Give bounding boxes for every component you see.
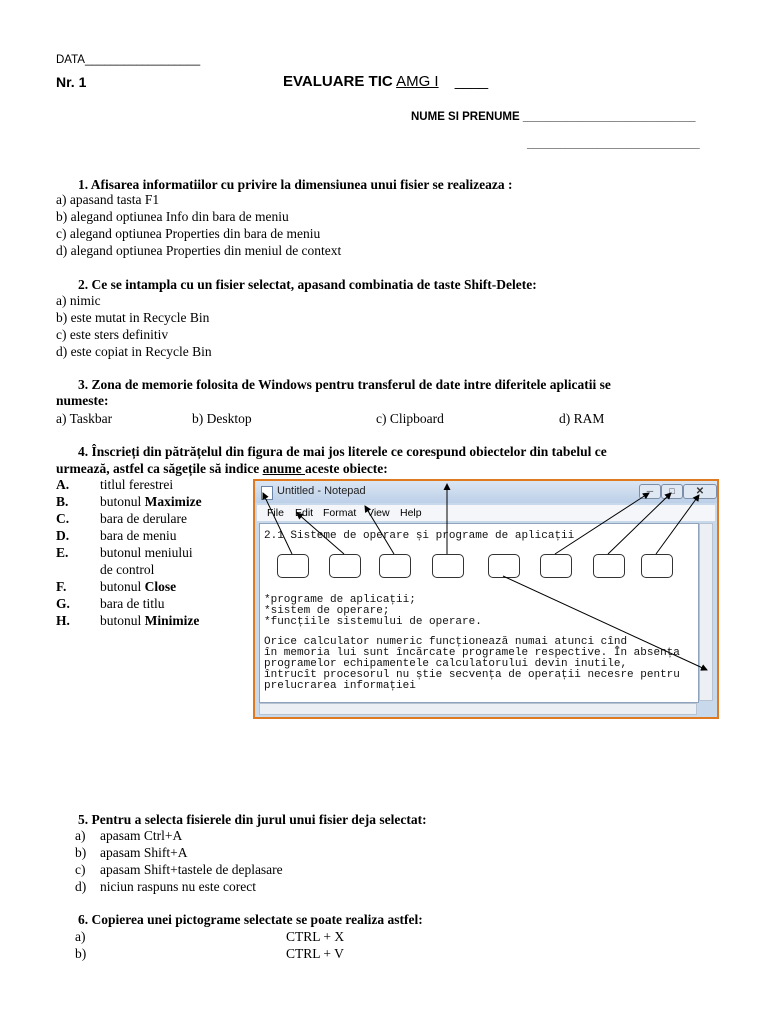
item-text: butonul bbox=[100, 494, 145, 509]
menu-format: Format bbox=[323, 507, 357, 519]
question-2: 2. Ce se intampla cu un fisier selectat, apasand combinatia de taste Shift-Delete: bbox=[78, 277, 537, 292]
class-name: AMG I bbox=[396, 73, 439, 90]
item-text: bara de meniu bbox=[100, 528, 177, 543]
notepad-window-title: Untitled - Notepad bbox=[277, 485, 366, 497]
list-item bbox=[100, 596, 164, 613]
list-item bbox=[56, 596, 70, 613]
q5-label-b: b) bbox=[75, 845, 87, 860]
item-letter: F. bbox=[56, 579, 67, 594]
minimize-icon: ─ bbox=[639, 484, 661, 499]
notepad-line: prelucrarea informației bbox=[264, 680, 416, 692]
notepad-line: Orice calculator numeric funcționează numai atunci cînd bbox=[264, 636, 628, 648]
item-text: de control bbox=[100, 562, 155, 577]
list-item bbox=[56, 494, 68, 511]
q5-answer-b: apasam Shift+A bbox=[100, 845, 188, 860]
notepad-line: programelor echipamentele calculatorului devin inutile, bbox=[264, 658, 628, 670]
question-4-cont bbox=[56, 461, 388, 477]
close-icon: ✕ bbox=[683, 484, 717, 499]
notepad-figure bbox=[253, 479, 719, 719]
question-4: 4. Înscrieți din pătrățelul din figura de mai jos literele ce corespund obiectelor din tabelul ce bbox=[78, 444, 607, 459]
list-item bbox=[100, 613, 199, 630]
q1-answer-d: d) alegand optiunea Properties din meniul de context bbox=[56, 243, 342, 258]
list-item bbox=[56, 477, 69, 494]
list-item bbox=[56, 579, 66, 596]
item-text: butonul meniului bbox=[100, 545, 193, 560]
title-blank: ____ bbox=[454, 73, 489, 90]
menu-help: Help bbox=[400, 507, 422, 519]
q4-underlined-word: anume bbox=[262, 461, 305, 476]
q3-answer-b: b) Desktop bbox=[192, 411, 252, 426]
list-item bbox=[56, 528, 69, 545]
question-1: 1. Afisarea informatiilor cu privire la dimensiunea unui fisier se realizeaza : bbox=[78, 177, 513, 192]
title-text: EVALUARE TIC bbox=[283, 73, 393, 90]
list-item bbox=[56, 613, 70, 630]
notepad-line: *sistem de operare; bbox=[264, 605, 390, 617]
q5-label-d: d) bbox=[75, 879, 87, 894]
q2-answer-c: c) este sters definitiv bbox=[56, 327, 169, 342]
q6-label-b: b) bbox=[75, 946, 87, 961]
question-3: 3. Zona de memorie folosita de Windows pentru transferul de date intre diferitele aplicatii se bbox=[78, 377, 611, 392]
item-text: bara de derulare bbox=[100, 511, 187, 526]
maximize-icon: □ bbox=[661, 484, 683, 499]
name-field-line2: ___________________________ bbox=[527, 138, 700, 150]
q3-answer-a: a) Taskbar bbox=[56, 411, 113, 426]
question-5: 5. Pentru a selecta fisierele din jurul unui fisier deja selectat: bbox=[78, 812, 427, 827]
menu-view: View bbox=[367, 507, 390, 519]
q2-answer-d: d) este copiat in Recycle Bin bbox=[56, 344, 212, 359]
q2-answer-a: a) nimic bbox=[56, 293, 101, 308]
list-item bbox=[56, 511, 69, 528]
notepad-line: în memoria lui sunt încărcate programele respective. În absența bbox=[264, 647, 680, 659]
item-bold: Close bbox=[144, 579, 177, 594]
item-letter: D. bbox=[56, 528, 70, 543]
q5-label-a: a) bbox=[75, 828, 86, 843]
item-text: butonul bbox=[100, 579, 145, 594]
list-item bbox=[100, 545, 193, 562]
q4-text-end: aceste obiecte: bbox=[304, 461, 388, 476]
item-letter: E. bbox=[56, 545, 69, 560]
notepad-line: 2.1 Sisteme de operare și programe de aplicații bbox=[264, 530, 575, 542]
name-field: NUME SI PRENUME ___________________________ bbox=[411, 111, 696, 123]
menu-file: File bbox=[267, 507, 284, 519]
item-letter: A. bbox=[56, 477, 70, 492]
list-item bbox=[100, 511, 187, 528]
item-text: butonul bbox=[100, 613, 145, 628]
q3-answer-c: c) Clipboard bbox=[376, 411, 444, 426]
pointer-arrows bbox=[255, 481, 719, 719]
q1-answer-c: c) alegand optiunea Properties din bara de meniu bbox=[56, 226, 321, 241]
notepad-line: *programe de aplicații; bbox=[264, 594, 416, 606]
q5-answer-a: apasam Ctrl+A bbox=[100, 828, 183, 843]
item-text: titlul ferestrei bbox=[100, 477, 174, 492]
list-item bbox=[100, 528, 176, 545]
item-letter: B. bbox=[56, 494, 69, 509]
q1-answer-a: a) apasand tasta F1 bbox=[56, 192, 160, 207]
item-bold: Maximize bbox=[144, 494, 202, 509]
q5-label-c: c) bbox=[75, 862, 86, 877]
item-text: bara de titlu bbox=[100, 596, 165, 611]
q2-answer-b: b) este mutat in Recycle Bin bbox=[56, 310, 210, 325]
list-item bbox=[100, 562, 154, 579]
item-letter: H. bbox=[56, 613, 70, 628]
q1-answer-b: b) alegand optiunea Info din bara de meniu bbox=[56, 209, 289, 224]
q3-answer-d: d) RAM bbox=[559, 411, 605, 426]
item-letter: C. bbox=[56, 511, 70, 526]
q4-text-start: urmează, astfel ca săgețile să indice bbox=[56, 461, 263, 476]
item-bold: Minimize bbox=[144, 613, 200, 628]
notepad-line: *funcțiile sistemului de operare. bbox=[264, 616, 482, 628]
item-letter: G. bbox=[56, 596, 70, 611]
notepad-line: întrucît procesorul nu știe secvența de operații necesre pentru bbox=[264, 669, 680, 681]
page-title bbox=[283, 73, 488, 90]
q5-answer-d: niciun raspuns nu este corect bbox=[100, 879, 256, 894]
date-field: DATA__________________ bbox=[56, 54, 201, 66]
question-6: 6. Copierea unei pictograme selectate se poate realiza astfel: bbox=[78, 912, 423, 927]
q6-answer-b: CTRL + V bbox=[286, 946, 344, 961]
list-item bbox=[56, 545, 68, 562]
list-item bbox=[100, 477, 173, 494]
test-number: Nr. 1 bbox=[56, 74, 87, 90]
list-item bbox=[100, 579, 176, 596]
menu-edit: Edit bbox=[295, 507, 314, 519]
question-3-cont: numeste: bbox=[56, 393, 109, 408]
q6-answer-a: CTRL + X bbox=[286, 929, 345, 944]
q5-answer-c: apasam Shift+tastele de deplasare bbox=[100, 862, 283, 877]
list-item bbox=[100, 494, 202, 511]
q6-label-a: a) bbox=[75, 929, 86, 944]
